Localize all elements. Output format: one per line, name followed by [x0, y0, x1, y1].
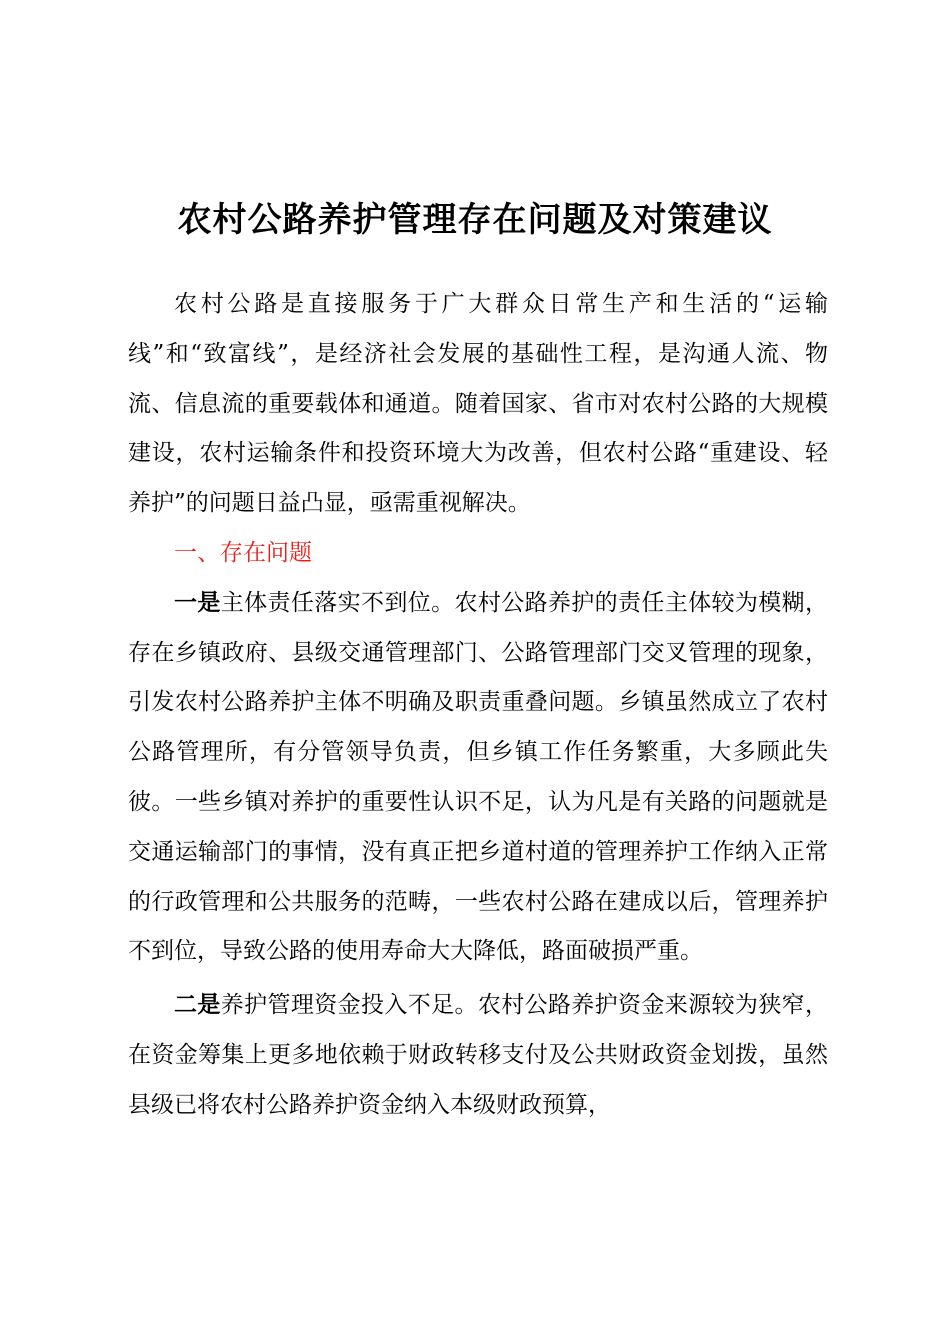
point-2-paragraph: [128, 981, 828, 1130]
point-2-text: 养护管理资金投入不足。农村公路养护资金来源较为狭窄，在资金筹集上更多地依赖于财政转移支付及公共财政资金划拨，虽然县级已将农村公路养护资金纳入本级财政预算，: [128, 992, 829, 1118]
section-heading-problems: 一、存在问题: [174, 539, 312, 566]
intro-paragraph: 农村公路是直接服务于广大群众日常生产和生活的“运输线”和“致富线”，是经济社会发展的基础性工程，是沟通人流、物流、信息流的重要载体和通道。随着国家、省市对农村公路的大规模建设，农村运输条件和投资环境大为改善，但农村公路“重建设、轻养护”的问题日益凸显，亟需重视解决。: [128, 291, 828, 517]
point-1-paragraph: [128, 579, 828, 977]
document-body: [128, 280, 828, 1131]
document-title: 农村公路养护管理存在问题及对策建议: [177, 200, 773, 240]
point-2-lead: 二是: [174, 992, 221, 1019]
point-1-text: 主体责任落实不到位。农村公路养护的责任主体较为模糊，存在乡镇政府、县级交通管理部门、公路管理部门交叉管理的现象，引发农村公路养护主体不明确及职责重叠问题。乡镇虽然成立了农村公路管理所，有分管领导负责，但乡镇工作任务繁重，大多顾此失彼。一些乡镇对养护的重要性认识不足，认为凡是有关路的问题就是交通运输部门的事情，没有真正把乡道村道的管理养护工作纳入正常的行政管理和公共服务的范畴，一些农村公路在建成以后，管理养护不到位，导致公路的使用寿命大大降低，路面破损严重。: [128, 589, 829, 965]
point-1-lead: 一是: [174, 589, 221, 616]
